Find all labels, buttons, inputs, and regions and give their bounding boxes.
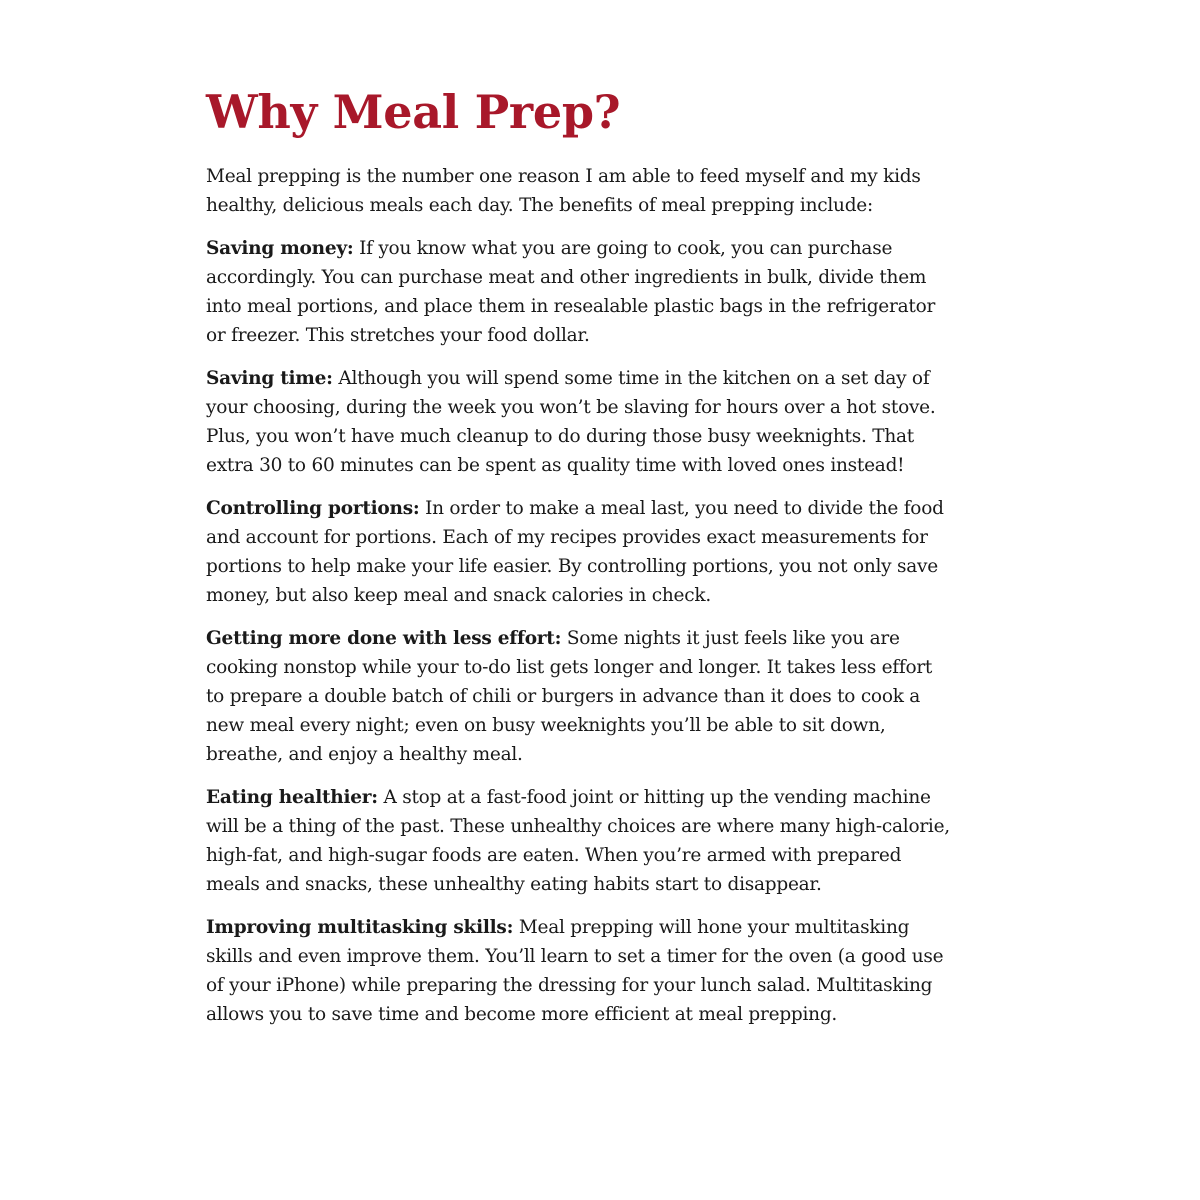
benefit-term: Getting more done with less effort: <box>206 628 562 649</box>
page-title: Why Meal Prep? <box>206 85 621 139</box>
benefit-text: If you know what you are going to cook, you can purchase accordingly. You can purchase meat and other ingredients in bulk, divide them into meal portions, and place them in resealable plastic bags in the refrigerator or freezer. This stretches your food dollar. <box>206 238 936 346</box>
benefit-getting-more-done <box>206 624 951 769</box>
benefit-controlling-portions <box>206 494 951 610</box>
benefit-text: Meal prepping will hone your multitasking skills and even improve them. You’ll learn to set a timer for the oven (a good use of your iPhone) while preparing the dressing for your lunch salad. Multitasking allows you to save time and become more efficient at meal prepping. <box>206 917 944 1025</box>
benefit-term: Improving multitasking skills: <box>206 917 514 938</box>
benefit-improving-multitasking <box>206 913 951 1029</box>
benefit-text: Although you will spend some time in the kitchen on a set day of your choosing, during the week you won’t be slaving for hours over a hot stove. Plus, you won’t have much cleanup to do during those busy weeknights. That extra 30 to 60 minutes can be spent as quality time with loved ones instead! <box>206 368 936 476</box>
benefit-saving-money <box>206 234 951 350</box>
benefit-text: Some nights it just feels like you are cooking nonstop while your to-do list gets longer and longer. It takes less effort to prepare a double batch of chili or burgers in advance than it does to cook a new meal every night; even on busy weeknights you’ll be able to sit down, breathe, and enjoy a healthy meal. <box>206 628 933 765</box>
benefit-term: Saving time: <box>206 368 333 389</box>
benefit-term: Saving money: <box>206 238 354 259</box>
benefit-text: In order to make a meal last, you need to divide the food and account for portions. Each of my recipes provides exact measurements for portions to help make your life easier. By controlling portions, you not only save money, but also keep meal and snack calories in check. <box>206 498 944 606</box>
benefit-saving-time <box>206 364 951 480</box>
benefit-text: A stop at a fast-food joint or hitting up the vending machine will be a thing of the past. These unhealthy choices are where many high-calorie, high-fat, and high-sugar foods are eaten. When you’re armed with prepared meals and snacks, these unhealthy eating habits start to disappear. <box>206 787 950 895</box>
benefit-term: Eating healthier: <box>206 787 378 808</box>
intro-paragraph: Meal prepping is the number one reason I am able to feed myself and my kids healthy, delicious meals each day. The benefits of meal prepping include: <box>206 166 921 216</box>
benefit-eating-healthier <box>206 783 951 899</box>
page-content <box>206 82 951 1043</box>
benefit-term: Controlling portions: <box>206 498 420 519</box>
